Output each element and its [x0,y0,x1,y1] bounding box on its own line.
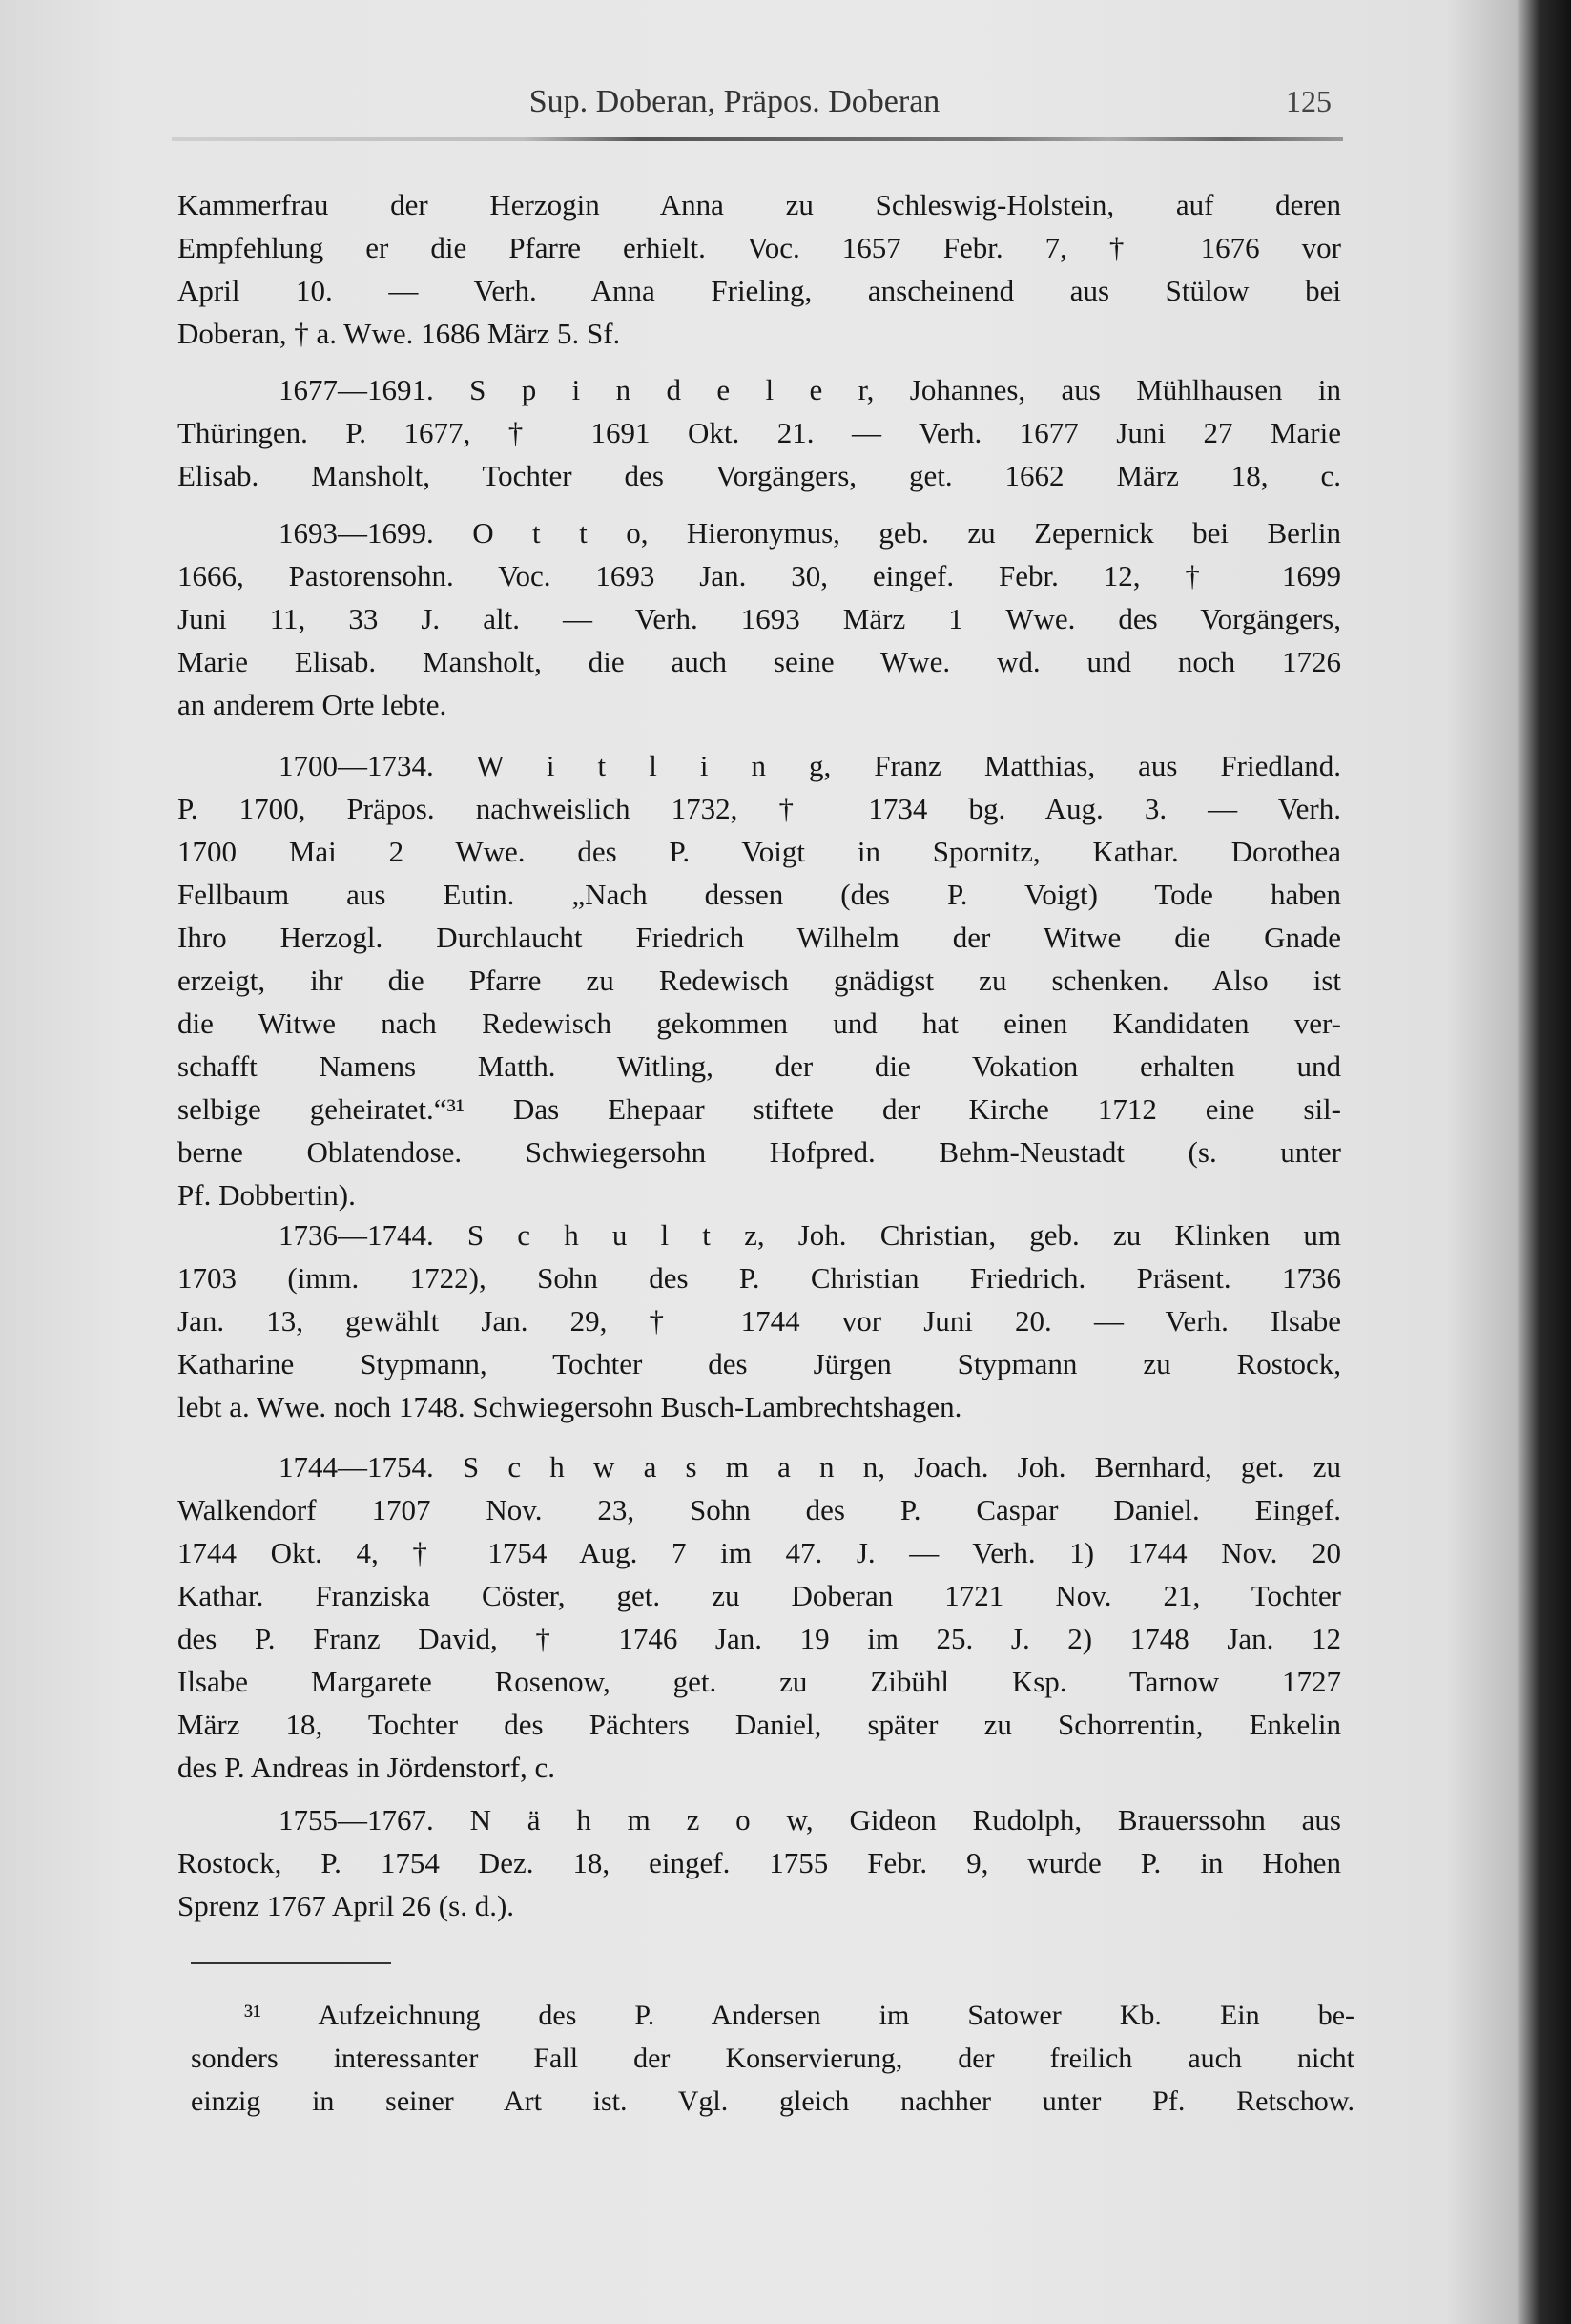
entry-schultz [177,1214,1341,1428]
running-header-title: Sup. Doberan, Präpos. Doberan [528,84,941,119]
text-line: Walkendorf 1707 Nov. 23, Sohn des P. Caspar Daniel. Eingef. [177,1493,1341,1526]
text-line: des P. Franz David, † 1746 Jan. 19 im 25. J. 2) 1748 Jan. 12 [177,1622,1341,1655]
text-line: 1744 Okt. 4, † 1754 Aug. 7 im 47. J. — Verh. 1) 1744 Nov. 20 [177,1536,1341,1569]
text-line: Doberan, † a. Wwe. 1686 März 5. Sf. [177,317,621,350]
text-line: ³¹ Aufzeichnung des P. Andersen im Satower Kb. Ein be- [244,2000,1354,2031]
text-line: sonders interessanter Fall der Konservierung, der freilich auch nicht [191,2043,1354,2074]
text-line: 1666, Pastorensohn. Voc. 1693 Jan. 30, eingef. Febr. 12, † 1699 [177,559,1341,592]
page-number: 125 [1286,84,1332,118]
text-line: P. 1700, Präpos. nachweislich 1732, † 1734 bg. Aug. 3. — Verh. [177,792,1341,825]
text-line: 1744—1754. S c h w a s m a n n, Joach. Joh. Bernhard, get. zu [279,1450,1341,1484]
text-line: Marie Elisab. Mansholt, die auch seine Wwe. wd. und noch 1726 [177,645,1341,678]
entry-naehmzow [177,1798,1341,1927]
text-line: 1736—1744. S c h u l t z, Joh. Christian, geb. zu Klinken um [279,1218,1341,1252]
text-line: 1693—1699. O t t o, Hieronymus, geb. zu Zepernick bei Berlin [279,516,1341,550]
text-line: Kammerfrau der Herzogin Anna zu Schleswig-Holstein, auf deren [177,188,1341,221]
entry-spindeler [177,368,1341,497]
text-line: März 18, Tochter des Pächters Daniel, später zu Schorrentin, Enkelin [177,1708,1341,1741]
text-line: Katharine Stypmann, Tochter des Jürgen Stypmann zu Rostock, [177,1347,1341,1380]
text-line: Elisab. Mansholt, Tochter des Vorgängers, get. 1662 März 18, c. [177,459,1341,492]
text-line: 1677—1691. S p i n d e l e r, Johannes, aus Mühlhausen in [279,373,1341,406]
text-line: 1755—1767. N ä h m z o w, Gideon Rudolph, Brauerssohn aus [279,1803,1341,1836]
text-line: Jan. 13, gewählt Jan. 29, † 1744 vor Juni 20. — Verh. Ilsabe [177,1304,1341,1338]
text-line: Ihro Herzogl. Durchlaucht Friedrich Wilhelm der Witwe die Gnade [177,921,1341,954]
text-line: des P. Andreas in Jördenstorf, c. [177,1751,556,1784]
text-line: Ilsabe Margarete Rosenow, get. zu Zibühl Ksp. Tarnow 1727 [177,1665,1341,1698]
text-line: an anderem Orte lebte. [177,688,447,721]
header-rule [172,137,1343,141]
text-line: erzeigt, ihr die Pfarre zu Redewisch gnädigst zu schenken. Also ist [177,964,1341,997]
text-line: April 10. — Verh. Anna Frieling, anscheinend aus Stülow bei [177,274,1341,307]
text-line: schafft Namens Matth. Witling, der die Vokation erhalten und [177,1049,1341,1083]
text-line: 1703 (imm. 1722), Sohn des P. Christian Friedrich. Präsent. 1736 [177,1261,1341,1295]
entry-schwasmann [177,1445,1341,1789]
text-line: Sprenz 1767 April 26 (s. d.). [177,1889,515,1922]
text-line: Kathar. Franziska Cöster, get. zu Doberan 1721 Nov. 21, Tochter [177,1579,1341,1612]
text-line: 1700—1734. W i t l i n g, Franz Matthias, aus Friedland. [279,749,1341,782]
text-line: Fellbaum aus Eutin. „Nach dessen (des P. Voigt) Tode haben [177,878,1341,911]
paragraph-continuation [177,183,1341,355]
text-line: Rostock, P. 1754 Dez. 18, eingef. 1755 Febr. 9, wurde P. in Hohen [177,1846,1341,1879]
footnote-rule [191,1962,391,1964]
text-line: 1700 Mai 2 Wwe. des P. Voigt in Spornitz, Kathar. Dorothea [177,835,1341,868]
text-line: einzig in seiner Art ist. Vgl. gleich nachher unter Pf. Retschow. [191,2085,1354,2117]
text-line: Empfehlung er die Pfarre erhielt. Voc. 1657 Febr. 7, † 1676 vor [177,231,1341,264]
text-line: die Witwe nach Redewisch gekommen und hat einen Kandidaten ver- [177,1006,1341,1040]
text-line: Thüringen. P. 1677, † 1691 Okt. 21. — Verh. 1677 Juni 27 Marie [177,416,1341,449]
text-line: Juni 11, 33 J. alt. — Verh. 1693 März 1 Wwe. des Vorgängers, [177,602,1341,635]
entry-otto [177,511,1341,726]
text-line: selbige geheiratet.“³¹ Das Ehepaar stiftete der Kirche 1712 eine sil- [177,1092,1341,1126]
running-header [0,84,1571,132]
entry-witling [177,744,1341,1216]
text-line: lebt a. Wwe. noch 1748. Schwiegersohn Busch-Lambrechtshagen. [177,1390,962,1423]
text-line: berne Oblatendose. Schwiegersohn Hofpred. Behm-Neustadt (s. unter [177,1135,1341,1169]
footnote-31 [191,1994,1354,2123]
text-line: Pf. Dobbertin). [177,1178,356,1212]
